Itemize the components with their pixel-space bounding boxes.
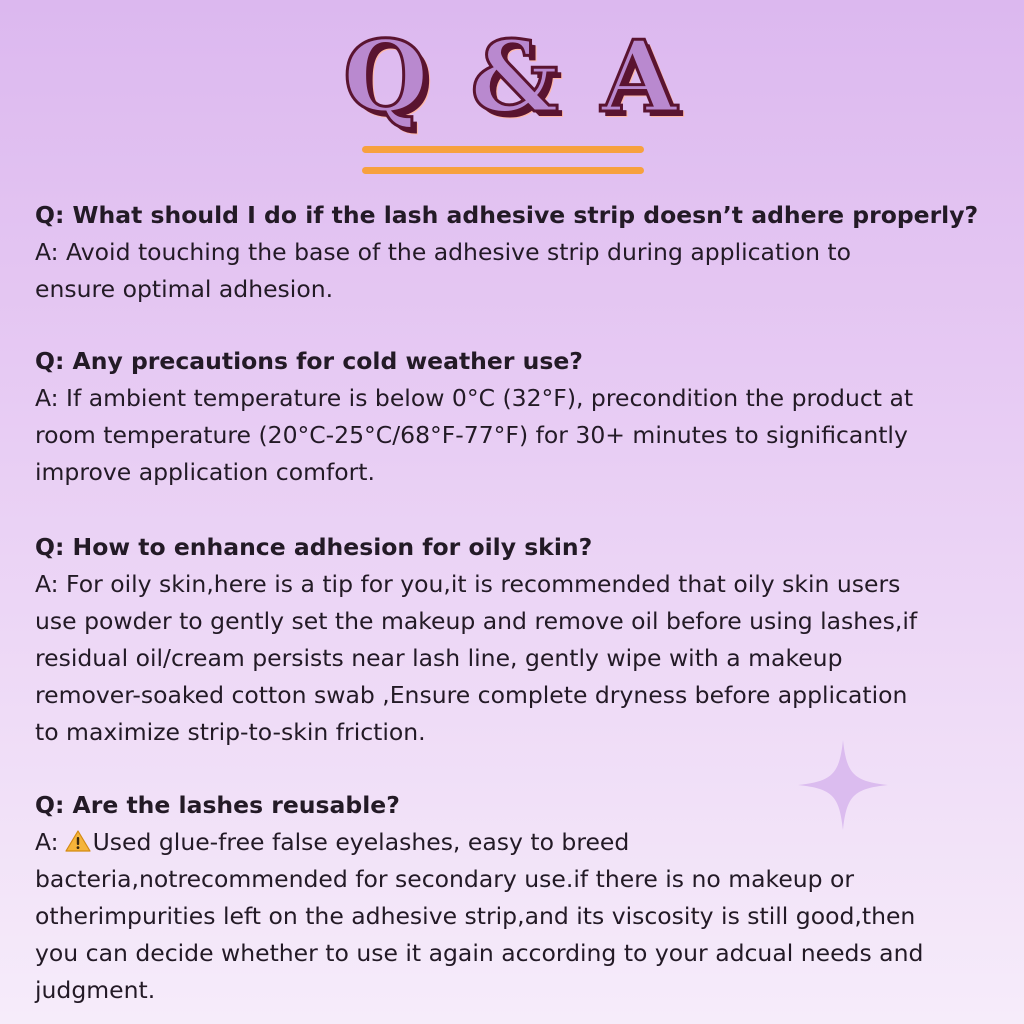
qa-item-3 bbox=[35, 529, 995, 751]
question-4: Q: Are the lashes reusable? bbox=[35, 791, 400, 819]
answer-4-line-3: otherimpurities left on the adhesive strip,and its viscosity is still good,then bbox=[35, 902, 916, 930]
question-1: Q: What should I do if the lash adhesive strip doesn’t adhere properly? bbox=[35, 201, 979, 229]
answer-4-line-5: judgment. bbox=[35, 976, 156, 1004]
page-title: Q & A bbox=[342, 20, 682, 135]
answer-3-line-2: use powder to gently set the makeup and remove oil before using lashes,if bbox=[35, 607, 918, 635]
answer-3-line-4: remover-soaked cotton swab ,Ensure complete dryness before application bbox=[35, 681, 908, 709]
qa-item-4 bbox=[35, 787, 995, 1009]
title-underline-bottom bbox=[362, 167, 644, 174]
title-underline-top bbox=[362, 146, 644, 153]
answer-4-first-text: Used glue-free false eyelashes, easy to breed bbox=[92, 828, 630, 856]
answer-2-line-2: room temperature (20°C-25°C/68°F-77°F) for 30+ minutes to significantly bbox=[35, 421, 908, 449]
answer-3-line-5: to maximize strip-to-skin friction. bbox=[35, 718, 426, 746]
answer-3-line-3: residual oil/cream persists near lash line, gently wipe with a makeup bbox=[35, 644, 843, 672]
qa-item-2 bbox=[35, 343, 995, 491]
warning-icon bbox=[65, 830, 91, 852]
answer-1-line-2: ensure optimal adhesion. bbox=[35, 275, 334, 303]
answer-2-line-3: improve application comfort. bbox=[35, 458, 375, 486]
question-3: Q: How to enhance adhesion for oily skin? bbox=[35, 533, 593, 561]
answer-3-line-1: A: For oily skin,here is a tip for you,it is recommended that oily skin users bbox=[35, 570, 901, 598]
question-2: Q: Any precautions for cold weather use? bbox=[35, 347, 583, 375]
answer-4-prefix: A: bbox=[35, 828, 59, 856]
answer-4-line-2: bacteria,notrecommended for secondary use.if there is no makeup or bbox=[35, 865, 855, 893]
qa-item-1 bbox=[35, 197, 995, 308]
answer-4-line-1 bbox=[35, 824, 995, 861]
answer-2-line-1: A: If ambient temperature is below 0°C (32°F), precondition the product at bbox=[35, 384, 914, 412]
answer-4-line-4: you can decide whether to use it again according to your adcual needs and bbox=[35, 939, 924, 967]
answer-1-line-1: A: Avoid touching the base of the adhesive strip during application to bbox=[35, 238, 852, 266]
